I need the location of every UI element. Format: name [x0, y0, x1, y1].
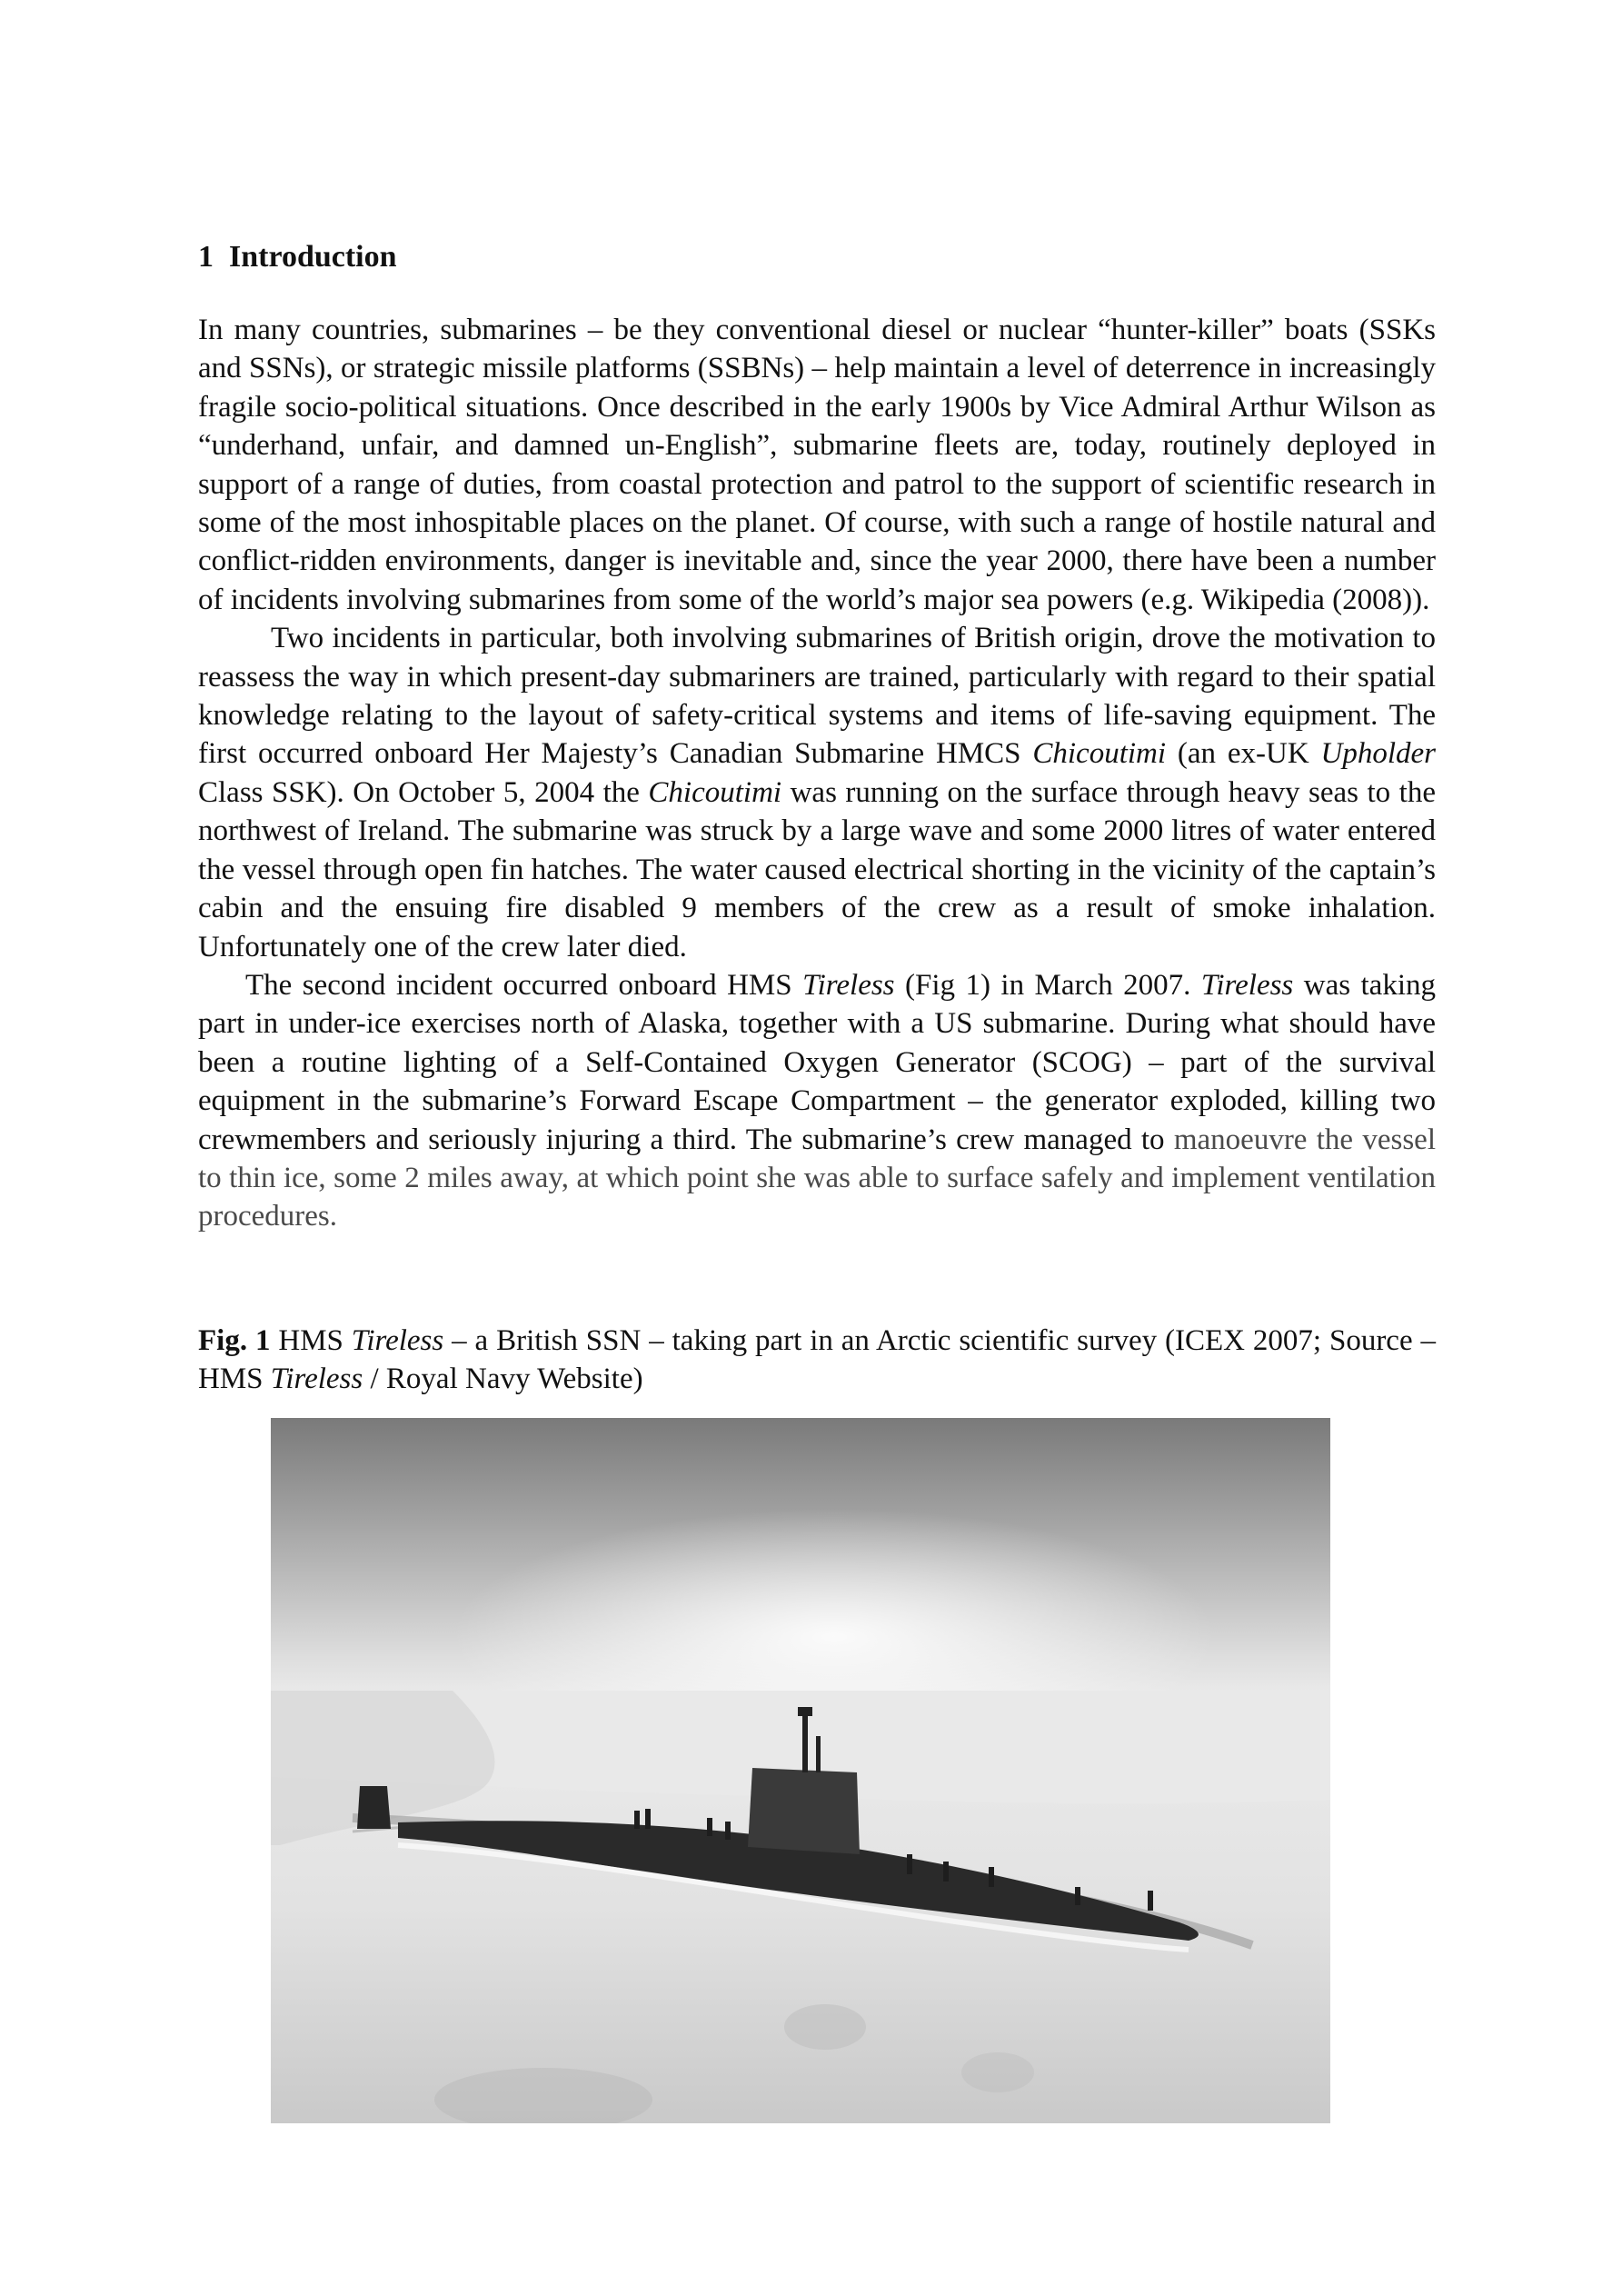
submarine-rudder	[357, 1786, 391, 1829]
caption-text-segment: Tireless	[351, 1324, 444, 1357]
paragraph-text-segment: Two incidents in particular, both involving submarines of British origin, drove the motivation to reassess the way in which present-day submariners are trained, particularly with regard to their spatial knowledge relating to the layout of safety-critical systems and items of life-saving equipment. The first occurred onboard Her Majesty’s Canadian Submarine HMCS	[198, 622, 1436, 771]
section-heading	[198, 235, 397, 280]
paragraph-text-segment: Upholder	[1320, 737, 1437, 771]
paragraph-text-segment: manoeuvre the vessel to thin ice, some 2 miles away, at which point she was able to surface safely and implement ventilation procedures.	[198, 1123, 1436, 1233]
paragraph-text-segment: Chicoutimi	[648, 775, 782, 809]
submarine-photo	[271, 1418, 1330, 2123]
caption-text-segment: Tireless	[270, 1363, 363, 1396]
paragraph-text-segment: was running on the surface through heavy seas to the northwest of Ireland. The submarine was struck by a large wave and some 2000 litres of water entered the vessel through open fin hatches. The water caused electrical shorting in the vicinity of the captain’s cabin and the ensuing fire disabled 9 members of the crew as a result of smoke inhalation. Unfortunately one of the crew later died.	[198, 775, 1436, 963]
paragraph-2	[198, 619, 1436, 966]
paragraph-1	[198, 311, 1436, 619]
caption-text-segment: HMS	[270, 1324, 352, 1357]
paragraph-text-segment: Tireless	[1200, 968, 1294, 1002]
paragraph-text-segment: In many countries, submarines – be they conventional diesel or nuclear “hunter-killer” boats (SSKs and SSNs), or strategic missile platforms (SSBNs) – help maintain a level of deterrence in increasingly fragile socio-political situations. Once described in the early 1900s by Vice Admiral Arthur Wilson as “underhand, unfair, and damned un-English”, submarine fleets are, today, routinely deployed in support of a range of duties, from coastal protection and patrol to the support of scientific research in some of the most inhospitable places on the planet. Of course, with such a range of hostile natural and conflict-ridden environments, danger is inevitable and, since the year 2000, there have been a number of incidents involving submarines from some of the world’s major sea powers (e.g. Wikipedia (2008)).	[198, 314, 1436, 616]
figure-caption	[198, 1322, 1436, 1399]
submarine-photo-illustration	[271, 1418, 1330, 2123]
section-title: Introduction	[229, 240, 397, 274]
submarine-sail	[748, 1768, 860, 1854]
paragraph-text-segment: The second incident occurred onboard HMS	[245, 968, 803, 1002]
paragraph-text-segment: Chicoutimi	[1032, 737, 1167, 771]
body-text	[198, 311, 1436, 1236]
caption-text-segment: / Royal Navy Website)	[363, 1363, 643, 1396]
paragraph-text-segment: Class SSK). On October 5, 2004 the	[198, 775, 649, 809]
figure-caption-text	[198, 1324, 1436, 1395]
section-number: 1	[198, 240, 214, 274]
paragraph-text-segment: was taking part in under-ice exercises north of Alaska, together with a US submarine. During what should have been a routine lighting of a Self-Contained Oxygen Generator (SCOG) – part of the survival equipment in the submarine’s Forward Escape Compartment – the generator exploded, killing two crewmembers and seriously injuring a third. The submarine’s crew managed to	[198, 968, 1436, 1156]
paragraph-text-segment: Tireless	[802, 968, 895, 1002]
caption-text-segment: – a British SSN – taking part in an Arctic scientific survey (ICEX 2007; Source – HMS	[198, 1324, 1436, 1396]
paragraph-text-segment: (Fig 1) in March 2007.	[894, 968, 1201, 1002]
figure-label: Fig. 1	[198, 1324, 271, 1357]
paragraph-text-segment: (an ex-UK	[1166, 737, 1321, 771]
paragraph-3	[198, 966, 1436, 1236]
